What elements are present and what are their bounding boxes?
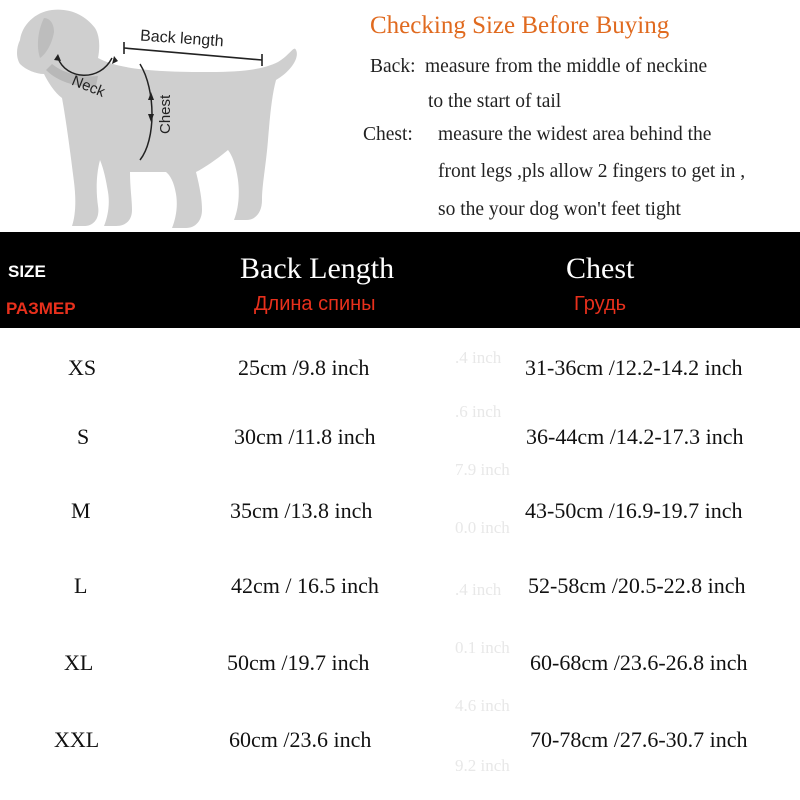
ghost-text: 0.1 inch	[455, 638, 510, 657]
back-length-label: Back length	[139, 27, 225, 51]
chest-cell: 70-78cm /27.6-30.7 inch	[530, 727, 748, 752]
dog-measurement-diagram	[0, 0, 350, 232]
back-cell: 35cm /13.8 inch	[230, 498, 373, 523]
chest-instruction-text-3: so the your dog won't feet tight	[438, 199, 681, 220]
size-cell: XS	[68, 355, 97, 380]
back-instruction-text-2: to the start of tail	[428, 91, 562, 112]
ghost-text: .6 inch	[455, 402, 502, 421]
chest-instruction-label: Chest:	[363, 124, 413, 145]
header-back-length-ru: Длина спины	[254, 293, 376, 315]
size-cell: L	[74, 573, 88, 598]
table-header	[0, 232, 800, 328]
ghost-text: 4.6 inch	[455, 696, 510, 715]
back-instruction-text-1: measure from the middle of neckine	[425, 56, 708, 77]
back-cell: 50cm /19.7 inch	[227, 650, 370, 675]
back-cell: 30cm /11.8 inch	[234, 424, 376, 449]
header-size-ru: РАЗМЕР	[6, 299, 76, 318]
ghost-text: 7.9 inch	[455, 460, 510, 479]
header-chest-ru: Грудь	[574, 293, 627, 315]
instructions-title: Checking Size Before Buying	[370, 12, 670, 39]
chest-label: Chest	[157, 94, 174, 134]
size-cell: S	[77, 424, 90, 449]
header-size: SIZE	[8, 262, 46, 281]
chest-instruction-text-2: front legs ,pls allow 2 fingers to get in ,	[438, 161, 746, 182]
ghost-text: .4 inch	[455, 580, 502, 599]
header-chest: Chest	[566, 252, 635, 285]
header-back-length: Back Length	[240, 252, 395, 285]
size-cell: XL	[64, 650, 94, 675]
chest-cell: 36-44cm /14.2-17.3 inch	[526, 424, 744, 449]
back-cell: 60cm /23.6 inch	[229, 727, 372, 752]
back-cell: 25cm /9.8 inch	[238, 355, 370, 380]
size-cell: XXL	[54, 727, 100, 752]
back-cell: 42cm / 16.5 inch	[231, 573, 379, 598]
ghost-text: 0.0 inch	[455, 518, 510, 537]
back-instruction-label: Back:	[370, 56, 416, 77]
ghost-text: .4 inch	[455, 348, 502, 367]
size-cell: M	[71, 498, 91, 523]
neck-label: Neck	[69, 72, 108, 101]
instructions-panel	[0, 0, 800, 232]
chest-cell: 60-68cm /23.6-26.8 inch	[530, 650, 748, 675]
chest-cell: 43-50cm /16.9-19.7 inch	[525, 498, 743, 523]
ghost-text: 9.2 inch	[455, 756, 510, 775]
chest-cell: 52-58cm /20.5-22.8 inch	[528, 573, 746, 598]
chest-cell: 31-36cm /12.2-14.2 inch	[525, 355, 743, 380]
chest-instruction-text-1: measure the widest area behind the	[438, 124, 712, 145]
